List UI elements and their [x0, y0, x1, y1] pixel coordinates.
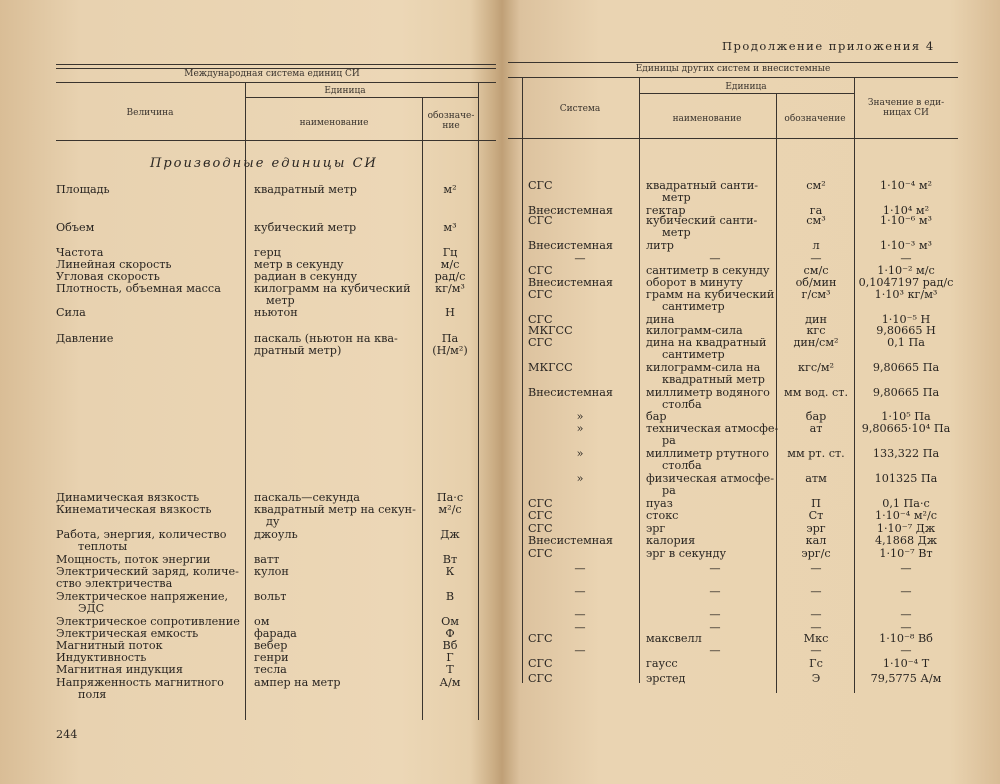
- unit-name-cell: квадратный санти-: [646, 179, 759, 192]
- quantity-cell: ство электричества: [56, 577, 173, 590]
- system-cell: »: [576, 410, 584, 423]
- unit-symbol-cell: Гц: [442, 246, 458, 259]
- si-value-cell: 1·10⁻⁷ Дж: [876, 522, 936, 535]
- unit-name-cell: пуаз: [646, 497, 673, 510]
- si-value-cell: 0,1 Па·с: [882, 497, 930, 510]
- si-value-cell: 1·10⁻⁶ м³: [879, 214, 933, 227]
- quantity-cell: теплоты: [78, 540, 128, 553]
- si-value-cell: 1·10⁻⁴ м²/с: [874, 509, 938, 522]
- si-value-cell: 1·10⁻⁴ м²: [879, 179, 933, 192]
- system-cell: СГС: [528, 313, 553, 326]
- unit-symbol-cell: —: [810, 644, 822, 657]
- unit-name-cell: —: [709, 621, 721, 634]
- unit-name-cell: сантиметр в секунду: [646, 264, 770, 277]
- unit-symbol-cell: л: [812, 239, 820, 252]
- unit-name-cell: метр: [662, 191, 691, 204]
- unit-symbol-cell: А/м: [439, 676, 461, 689]
- col-value-line2: ницах СИ: [883, 108, 929, 118]
- quantity-cell: поля: [78, 688, 107, 701]
- system-cell: —: [574, 621, 586, 634]
- unit-name-cell: дина: [646, 313, 675, 326]
- unit-symbol-cell: Мкс: [803, 632, 829, 645]
- unit-name-cell: кубический метр: [254, 221, 357, 234]
- system-cell: СГС: [528, 288, 553, 301]
- si-value-cell: 1·10⁻³ м³: [879, 239, 933, 252]
- unit-name-cell: кубический санти-: [646, 214, 758, 227]
- si-value-cell: 1·10⁵ Па: [881, 410, 931, 423]
- system-cell: »: [576, 447, 584, 460]
- unit-symbol-cell: Па·с: [436, 491, 464, 504]
- si-value-cell: 0,1 Па: [887, 336, 925, 349]
- unit-name-cell: эрг в секунду: [646, 547, 727, 560]
- unit-symbol-cell: эрг: [806, 522, 826, 535]
- unit-symbol-cell: м²: [443, 183, 457, 196]
- unit-name-cell: —: [709, 608, 721, 621]
- unit-name-cell: квадратный метр на секун-: [254, 503, 416, 516]
- quantity-cell: Индуктивность: [56, 651, 147, 664]
- unit-symbol-cell: см³: [806, 214, 826, 227]
- system-cell: »: [576, 422, 584, 435]
- system-cell: Внесистемная: [528, 276, 613, 289]
- unit-symbol-cell: Ст: [808, 509, 824, 522]
- unit-name-cell: эрг: [646, 522, 666, 535]
- unit-name-cell: кулон: [254, 565, 289, 578]
- unit-symbol-cell: Н: [445, 306, 455, 319]
- si-value-cell: 9,80665 Па: [872, 361, 940, 374]
- unit-symbol-cell: рад/с: [434, 270, 466, 283]
- quantity-cell: Работа, энергия, количество: [56, 528, 227, 541]
- unit-name-cell: —: [709, 562, 721, 575]
- system-cell: —: [574, 252, 586, 265]
- unit-name-cell: джоуль: [254, 528, 298, 541]
- system-cell: СГС: [528, 522, 553, 535]
- system-cell: СГС: [528, 509, 553, 522]
- quantity-cell: Частота: [56, 246, 104, 259]
- unit-symbol-cell: Ф: [445, 627, 455, 640]
- si-value-cell: —: [900, 562, 912, 575]
- unit-symbol-cell: бар: [805, 410, 827, 423]
- unit-symbol-cell: Па: [441, 332, 459, 345]
- system-cell: СГС: [528, 657, 553, 670]
- unit-name-cell: генри: [254, 651, 289, 664]
- unit-name-cell: ра: [662, 484, 676, 497]
- system-cell: »: [576, 472, 584, 485]
- unit-name-cell: ампер на метр: [254, 676, 341, 689]
- unit-symbol-cell: см/с: [803, 264, 829, 277]
- unit-name-cell: паскаль (ньютон на ква-: [254, 332, 398, 345]
- unit-name-cell: радиан в секунду: [254, 270, 358, 283]
- quantity-cell: Электрическое напряжение,: [56, 590, 229, 603]
- col-unit-right: Единица: [725, 82, 767, 92]
- si-value-cell: 9,80665·10⁴ Па: [861, 422, 951, 435]
- unit-symbol-cell: дин/см²: [793, 336, 839, 349]
- system-cell: —: [574, 644, 586, 657]
- unit-symbol-cell: га: [809, 204, 823, 217]
- si-value-cell: 101325 Па: [874, 472, 938, 485]
- unit-symbol-cell: дин: [805, 313, 827, 326]
- unit-symbol-cell: см²: [806, 179, 826, 192]
- unit-name-cell: килограмм на кубический: [254, 282, 411, 295]
- unit-symbol-cell: Дж: [440, 528, 460, 541]
- unit-name-cell: ватт: [254, 553, 280, 566]
- system-cell: СГС: [528, 632, 553, 645]
- unit-name-cell: столба: [662, 398, 702, 411]
- si-value-cell: —: [900, 585, 912, 598]
- unit-name-cell: миллиметр ртутного: [646, 447, 769, 460]
- system-cell: —: [574, 562, 586, 575]
- unit-name-cell: бар: [646, 410, 667, 423]
- unit-symbol-cell: мм вод. ст.: [783, 386, 849, 399]
- si-value-cell: 4,1868 Дж: [874, 534, 938, 547]
- quantity-cell: Магнитный поток: [56, 639, 163, 652]
- unit-name-cell: герц: [254, 246, 281, 259]
- unit-name-cell: метр в секунду: [254, 258, 344, 271]
- unit-symbol-cell: П: [811, 497, 821, 510]
- unit-symbol-cell: м³: [443, 221, 457, 234]
- unit-name-cell: гектар: [646, 204, 686, 217]
- unit-name-cell: сантиметр: [662, 348, 725, 361]
- unit-name-cell: метр: [662, 226, 691, 239]
- unit-name-cell: ом: [254, 615, 270, 628]
- col-symbol-right: обозначение: [784, 114, 846, 124]
- unit-name-cell: физическая атмосфе-: [646, 472, 775, 485]
- unit-symbol-cell: м²/с: [438, 503, 462, 516]
- unit-name-cell: грамм на кубический: [646, 288, 775, 301]
- quantity-cell: Плотность, объемная масса: [56, 282, 221, 295]
- unit-name-cell: гаусс: [646, 657, 678, 670]
- unit-name-cell: —: [709, 644, 721, 657]
- unit-symbol-cell: Г: [446, 651, 454, 664]
- system-cell: МКГСС: [528, 324, 573, 337]
- unit-symbol-cell: эрг/с: [801, 547, 831, 560]
- quantity-cell: Электрический заряд, количе-: [56, 565, 239, 578]
- si-value-cell: 79,5775 А/м: [870, 672, 942, 685]
- unit-name-cell: квадратный метр: [662, 373, 765, 386]
- system-cell: Внесистемная: [528, 386, 613, 399]
- unit-name-cell: ра: [662, 434, 676, 447]
- unit-name-cell: эрстед: [646, 672, 686, 685]
- si-value-cell: 1·10³ кг/м³: [874, 288, 938, 301]
- si-value-cell: 1·10⁻² м/с: [877, 264, 935, 277]
- si-value-cell: 9,80665 Н: [876, 324, 936, 337]
- quantity-cell: Динамическая вязкость: [56, 491, 200, 504]
- unit-symbol-cell: кгс: [806, 324, 826, 337]
- quantity-cell: Давление: [56, 332, 114, 345]
- si-value-cell: 1·10⁻⁴ Т: [882, 657, 930, 670]
- unit-symbol-cell: кал: [805, 534, 827, 547]
- unit-name-cell: дина на квадратный: [646, 336, 767, 349]
- unit-symbol-cell: об/мин: [795, 276, 837, 289]
- unit-symbol-cell: —: [810, 621, 822, 634]
- system-cell: СГС: [528, 336, 553, 349]
- si-value-cell: —: [900, 644, 912, 657]
- unit-symbol-cell: г/см³: [801, 288, 831, 301]
- unit-name-cell: максвелл: [646, 632, 702, 645]
- col-name-right: наименование: [672, 114, 742, 124]
- system-cell: СГС: [528, 497, 553, 510]
- system-cell: —: [574, 608, 586, 621]
- col-system: Система: [559, 104, 601, 114]
- unit-symbol-cell: атм: [805, 472, 827, 485]
- unit-symbol-cell: ат: [809, 422, 823, 435]
- quantity-cell: Сила: [56, 306, 86, 319]
- unit-name-cell: калория: [646, 534, 696, 547]
- unit-symbol-cell: Гс: [809, 657, 823, 670]
- unit-symbol-cell: м/с: [440, 258, 460, 271]
- unit-name-cell: килограмм-сила: [646, 324, 743, 337]
- unit-name-cell: столба: [662, 459, 702, 472]
- unit-name-cell: ньютон: [254, 306, 298, 319]
- right-page: [500, 0, 1000, 784]
- running-title: Продолжение приложения 4: [722, 39, 935, 53]
- si-value-cell: 0,1047197 рад/с: [858, 276, 954, 289]
- unit-name-cell: квадратный метр: [254, 183, 357, 196]
- unit-name-cell: метр: [266, 294, 295, 307]
- right-table-header: Единицы других систем и внесистемные: [635, 64, 831, 74]
- unit-symbol-cell: (Н/м²): [432, 344, 468, 357]
- unit-symbol-cell: Т: [446, 663, 454, 676]
- unit-symbol-cell: Ом: [441, 615, 459, 628]
- quantity-cell: Угловая скорость: [56, 270, 160, 283]
- quantity-cell: Магнитная индукция: [56, 663, 183, 676]
- quantity-cell: Площадь: [56, 183, 110, 196]
- unit-name-cell: —: [709, 252, 721, 265]
- system-cell: СГС: [528, 672, 553, 685]
- system-cell: СГС: [528, 179, 553, 192]
- unit-name-cell: килограмм-сила на: [646, 361, 761, 374]
- unit-name-cell: сантиметр: [662, 300, 725, 313]
- unit-name-cell: фарада: [254, 627, 297, 640]
- quantity-cell: ЭДС: [78, 602, 105, 615]
- unit-symbol-cell: Вт: [442, 553, 458, 566]
- system-cell: Внесистемная: [528, 204, 613, 217]
- unit-name-cell: тесла: [254, 663, 287, 676]
- unit-symbol-cell: Э: [811, 672, 821, 685]
- si-value-cell: 9,80665 Па: [872, 386, 940, 399]
- system-cell: Внесистемная: [528, 534, 613, 547]
- unit-name-cell: миллиметр водяного: [646, 386, 770, 399]
- si-value-cell: —: [900, 252, 912, 265]
- col-unit: Единица: [324, 86, 366, 96]
- unit-symbol-cell: —: [810, 585, 822, 598]
- quantity-cell: Объем: [56, 221, 95, 234]
- unit-name-cell: техническая атмосфе-: [646, 422, 779, 435]
- si-value-cell: 133,322 Па: [872, 447, 940, 460]
- system-cell: —: [574, 585, 586, 598]
- section-title: Производные единицы СИ: [150, 156, 378, 171]
- si-value-cell: 1·10⁻⁷ Вт: [879, 547, 933, 560]
- unit-symbol-cell: —: [810, 562, 822, 575]
- col-symbol-line1: обозначе-: [427, 111, 475, 121]
- unit-name-cell: вебер: [254, 639, 288, 652]
- unit-symbol-cell: —: [810, 608, 822, 621]
- quantity-cell: Кинематическая вязкость: [56, 503, 212, 516]
- system-cell: МКГСС: [528, 361, 573, 374]
- quantity-cell: Мощность, поток энергии: [56, 553, 211, 566]
- unit-symbol-cell: —: [810, 252, 822, 265]
- unit-name-cell: дратный метр): [254, 344, 342, 357]
- unit-symbol-cell: кг/м³: [435, 282, 465, 295]
- quantity-cell: Линейная скорость: [56, 258, 172, 271]
- col-symbol-line2: ние: [442, 121, 460, 131]
- unit-name-cell: паскаль—секунда: [254, 491, 360, 504]
- col-value-line1: Значение в еди-: [867, 98, 945, 108]
- si-value-cell: 1·10⁻⁸ Вб: [879, 632, 933, 645]
- quantity-cell: Электрическая емкость: [56, 627, 199, 640]
- quantity-cell: Электрическое сопротивление: [56, 615, 240, 628]
- unit-symbol-cell: В: [445, 590, 455, 603]
- unit-name-cell: —: [709, 585, 721, 598]
- system-cell: СГС: [528, 214, 553, 227]
- unit-name-cell: вольт: [254, 590, 287, 603]
- si-value-cell: 1·10⁴ м²: [882, 204, 930, 217]
- col-quantity: Величина: [126, 108, 174, 118]
- system-cell: Внесистемная: [528, 239, 613, 252]
- si-value-cell: 1·10⁻⁵ Н: [881, 313, 931, 326]
- unit-symbol-cell: кгс/м²: [797, 361, 835, 374]
- col-name: наименование: [299, 118, 369, 128]
- unit-symbol-cell: К: [445, 565, 455, 578]
- si-value-cell: —: [900, 608, 912, 621]
- unit-symbol-cell: мм рт. ст.: [787, 447, 845, 460]
- unit-name-cell: оборот в минуту: [646, 276, 743, 289]
- unit-symbol-cell: Вб: [442, 639, 458, 652]
- left-table-header: Международная система единиц СИ: [184, 69, 360, 79]
- unit-name-cell: литр: [646, 239, 674, 252]
- quantity-cell: Напряженность магнитного: [56, 676, 224, 689]
- system-cell: СГС: [528, 547, 553, 560]
- si-value-cell: —: [900, 621, 912, 634]
- unit-name-cell: ду: [266, 515, 280, 528]
- system-cell: СГС: [528, 264, 553, 277]
- unit-name-cell: стокс: [646, 509, 679, 522]
- page-number: 244: [56, 728, 78, 741]
